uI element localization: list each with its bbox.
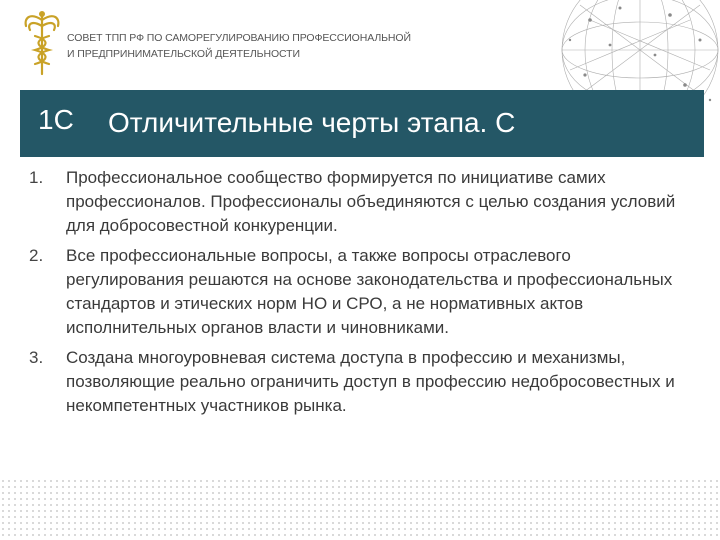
list-item-text: Все профессиональные вопросы, а также вопросы отраслевого регулирования решаются на основе законодательства и профессиональных стандартов и этических норм НО и СРО, а не нормативных актов исполнительных органов власти и чиновниками. (66, 246, 673, 337)
list-item-text: Создана многоуровневая система доступа в профессию и механизмы, позволяющие реально ограничить доступ в профессию недобросовестных и некомпетентных участников рынка. (66, 348, 675, 415)
slide-header (0, 0, 720, 90)
list-item-text: Профессиональное сообщество формируется по инициативе самих профессионалов. Профессионалы объединяются с целью создания условий для добросовестной конкуренции. (66, 168, 676, 235)
list-item (0, 346, 720, 418)
numbered-list (0, 166, 720, 424)
caduceus-logo-icon (22, 6, 62, 78)
list-item-number: 1. (29, 168, 44, 187)
dotted-background (0, 478, 720, 540)
list-item-number: 2. (29, 246, 44, 265)
title-bar (20, 90, 704, 157)
list-item-number: 3. (29, 348, 44, 367)
section-number: 1С (38, 104, 74, 135)
organization-name: СОВЕТ ТПП РФ ПО САМОРЕГУЛИРОВАНИЮ ПРОФЕССИОНАЛЬНОЙ И ПРЕДПРИНИМАТЕЛЬСКОЙ ДЕЯТЕЛЬНОСТИ (67, 32, 411, 60)
list-item (0, 166, 720, 238)
list-item (0, 244, 720, 340)
slide-title: Отличительные черты этапа. С (108, 107, 516, 138)
